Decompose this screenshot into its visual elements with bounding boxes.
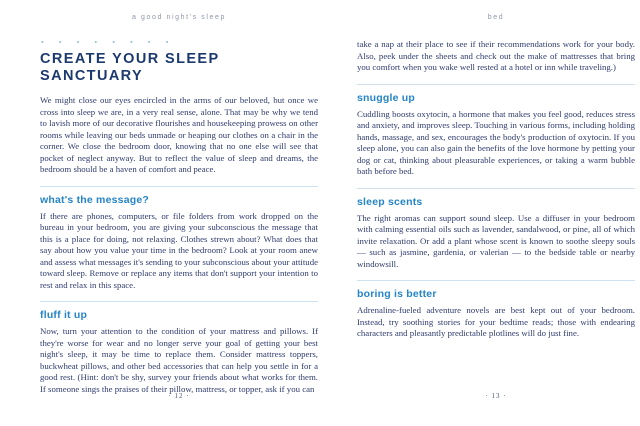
left-page — [40, 14, 318, 395]
section-fluff-it-up — [40, 301, 318, 395]
section-heading: fluff it up — [40, 309, 88, 321]
left-page-number: · 12 · — [168, 392, 190, 400]
section-heading: sleep scents — [357, 195, 423, 208]
right-running-head: bed — [487, 14, 505, 21]
section-heading: what's the message? — [40, 193, 149, 206]
right-page — [357, 14, 635, 340]
section-heading: boring is better — [357, 288, 437, 300]
section-sleep-scents — [357, 188, 635, 271]
section-boring-is-better — [357, 280, 635, 340]
section-body: Adrenaline-fueled adventure novels are best kept out of your bedroom. Instead, try soothing stories for your bedtime reads; those with endearing characters and pleasantly predictable plotlines will do just fine. — [357, 305, 635, 338]
ornament-dots: • • • • • • • • — [41, 38, 175, 47]
section-body: The right aromas can support sound sleep. Use a diffuser in your bedroom with calming essential oils such as lavender, sandalwood, or pine, all of which invite relaxation. Or add a plant whose scent is known to soothe sleepy souls — such as jasmine, gardenia, or valerian — to the bedside table or nearby windowsill. — [357, 212, 635, 269]
continuation-paragraph: take a nap at their place to see if their recommendations work for your body. Also, peek under the sheets and check out the make of mattresses that bring you comfort when you wake well rested at a hotel or inn while traveling.) — [357, 39, 635, 72]
section-body: If there are phones, computers, or file folders from work dropped on the bureau in your bedroom, you are giving your subconscious the message that this is a place for doing, not relaxing. Clothes strewn about? What does that say about how you value your time in the bedroom? Look at your room anew and assess what messages it's sending to your subconscious about your attitude toward sleep. Remove or replace any items that don't support your intention to rest and relax in this space. — [40, 210, 318, 290]
left-running-head: a good night's sleep — [131, 14, 227, 21]
section-body: Cuddling boosts oxytocin, a hormone that makes you feel good, reduces stress and anxiety, and improves sleep. Touching in various forms, including holding hands, massage, and sex, encourages the body's production of oxytocin. If you sleep alone, you can also gain the benefits of the love hormone by petting your dog or cat, thinking about pleasurable experiences, or taking a warm bubble bath before bed. — [357, 108, 635, 176]
right-page-number: · 13 · — [485, 392, 507, 400]
intro-paragraph: We might close our eyes encircled in the arms of our beloved, but once we cross into sleep we are, in a very real sense, alone. That may be why we tend to lavish more of our decorative flourishes and housekeeping prowess on other rooms while leaving our beds unmade or heaping our clothes on a chair in the corner. We close the bedroom door, knowing that no one else will see that pocket of neglect anyway. But to reflect the value of sleep and dreams, the bedroom should be a haven of comfort and peace. — [40, 95, 318, 174]
section-body: Now, turn your attention to the condition of your mattress and pillows. If they're worse for wear and no longer serve your goal of getting your best night's sleep, it may be time to replace them. Consider mattress toppers, buckwheat pillows, and other bed accessories that can help you settle in for a good rest. (Hint: don't be shy, survey your friends about what works for them. If someone sings the praises of their pillow, mattress, or topper, ask if you can — [40, 326, 318, 394]
section-whats-the-message — [40, 186, 318, 292]
section-heading: snuggle up — [357, 91, 415, 104]
section-snuggle-up — [357, 84, 635, 178]
chapter-title: CREATE YOUR SLEEP SANCTUARY — [40, 51, 220, 84]
